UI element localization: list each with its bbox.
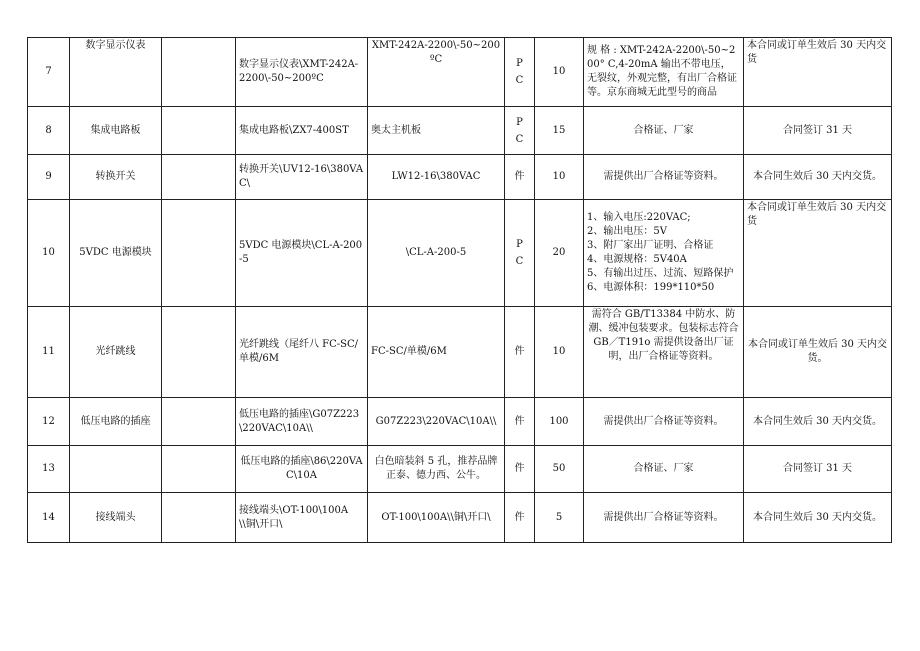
item-requirements: 需提供出厂合格证等资料。: [584, 493, 744, 543]
item-model: \CL-A-200-5: [368, 200, 505, 307]
item-spec: 转换开关\UV12-16\380VAC\: [236, 155, 368, 200]
unit-bottom: C: [515, 133, 524, 145]
unit-top: P: [516, 58, 523, 69]
item-extra: [162, 107, 236, 155]
item-delivery: 本合同生效后 30 天内交货。: [744, 155, 892, 200]
requirement-line: 1、输入电压:220VAC;: [587, 212, 691, 223]
row-number: 10: [28, 200, 70, 307]
item-delivery: 合同签订 31 天: [744, 107, 892, 155]
item-qty: 5: [535, 493, 584, 543]
item-extra: [162, 38, 236, 107]
item-extra: [162, 307, 236, 398]
item-spec: 低压电路的插座\86\220VAC\10A: [236, 446, 368, 493]
item-extra: [162, 398, 236, 446]
item-name: [70, 446, 162, 493]
requirement-line: 3、附厂家出厂证明、合格证: [587, 240, 714, 251]
item-qty: 10: [535, 38, 584, 107]
item-qty: 50: [535, 446, 584, 493]
table-row: [28, 307, 892, 398]
item-spec: 数字显示仪表\XMT-242A-2200\-50~200ºC: [236, 38, 368, 107]
item-model: XMT-242A-2200\-50~200ºC: [368, 38, 505, 107]
row-number: 9: [28, 155, 70, 200]
requirement-line: 4、电源规格：5V40A: [587, 254, 687, 265]
row-number: 11: [28, 307, 70, 398]
item-spec: 接线端头\OT-100\100A\\铜\开口\: [236, 493, 368, 543]
row-number: 8: [28, 107, 70, 155]
item-model: G07Z223\220VAC\10A\\: [368, 398, 505, 446]
item-spec: 光纤跳线（尾纤八 FC-SC/单模/6M: [236, 307, 368, 398]
item-name: 数字显示仪表: [70, 38, 162, 107]
item-delivery: 本合同生效后 30 天内交货。: [744, 398, 892, 446]
item-model: 奥太主机板: [368, 107, 505, 155]
item-delivery: 合同签订 31 天: [744, 446, 892, 493]
table-row: [28, 446, 892, 493]
unit-top: P: [516, 239, 523, 250]
item-qty: 10: [535, 155, 584, 200]
row-number: 13: [28, 446, 70, 493]
table-row: [28, 200, 892, 307]
item-qty: 10: [535, 307, 584, 398]
item-unit: 件: [505, 446, 535, 493]
requirement-line: 2、输出电压：5V: [587, 226, 667, 237]
item-qty: 15: [535, 107, 584, 155]
item-requirements: 需提供出厂合格证等资料。: [584, 398, 744, 446]
table-row: [28, 107, 892, 155]
item-delivery: 本合同或订单生效后 30 天内交货。: [744, 307, 892, 398]
item-extra: [162, 200, 236, 307]
item-qty: 20: [535, 200, 584, 307]
item-unit: [505, 200, 535, 307]
item-model: OT-100\100A\\铜\开口\: [368, 493, 505, 543]
item-extra: [162, 155, 236, 200]
item-requirements: 合格证、厂家: [584, 107, 744, 155]
item-requirements: [584, 200, 744, 307]
item-qty: 100: [535, 398, 584, 446]
item-name: 光纤跳线: [70, 307, 162, 398]
requirement-line: 6、电源体积：199*110*50: [587, 282, 715, 293]
procurement-table: [27, 37, 892, 543]
item-extra: [162, 493, 236, 543]
item-unit: 件: [505, 155, 535, 200]
item-model: LW12-16\380VAC: [368, 155, 505, 200]
item-requirements: 规 格 : XMT-242A-2200\-50~200° C,4-20mA 输出不带电压，无裂纹，外观完整，有出厂合格证等。京东商城无此型号的商品: [584, 38, 744, 107]
item-model: 白色暗装斜 5 孔，推荐品牌正泰、德力西、公牛。: [368, 446, 505, 493]
unit-bottom: C: [515, 256, 524, 267]
item-name: 转换开关: [70, 155, 162, 200]
row-number: 7: [28, 38, 70, 107]
row-number: 14: [28, 493, 70, 543]
item-spec: 低压电路的插座\G07Z223\220VAC\10A\\: [236, 398, 368, 446]
item-unit: 件: [505, 493, 535, 543]
item-model: FC-SC/单模/6M: [368, 307, 505, 398]
table-row: [28, 155, 892, 200]
item-delivery: 本合同或订单生效后 30 天内交货: [744, 200, 892, 307]
item-name: 接线端头: [70, 493, 162, 543]
unit-bottom: C: [515, 75, 524, 86]
table-row: [28, 398, 892, 446]
item-requirements: 需符合 GB/T13384 中防水、防潮、缓冲包装要求。包装标志符合 GB／T191o 需提供设备出厂证明，出厂合格证等资料。: [584, 307, 744, 398]
item-unit: [505, 107, 535, 155]
requirement-line: 5、有输出过压、过流、短路保护: [587, 268, 734, 279]
item-unit: [505, 38, 535, 107]
item-delivery: 本合同生效后 30 天内交货。: [744, 493, 892, 543]
item-requirements: 合格证、厂家: [584, 446, 744, 493]
table-row: [28, 493, 892, 543]
item-name: 低压电路的插座: [70, 398, 162, 446]
item-spec: 集成电路板\ZX7-400ST: [236, 107, 368, 155]
item-delivery: 本合同或订单生效后 30 天内交货: [744, 38, 892, 107]
item-extra: [162, 446, 236, 493]
item-name: 集成电路板: [70, 107, 162, 155]
item-unit: 件: [505, 398, 535, 446]
item-name: 5VDC 电源模块: [70, 200, 162, 307]
row-number: 12: [28, 398, 70, 446]
item-unit: 件: [505, 307, 535, 398]
item-spec: 5VDC 电源模块\CL-A-200-5: [236, 200, 368, 307]
unit-top: P: [516, 116, 523, 128]
table-row: [28, 38, 892, 107]
item-requirements: 需提供出厂合格证等资料。: [584, 155, 744, 200]
